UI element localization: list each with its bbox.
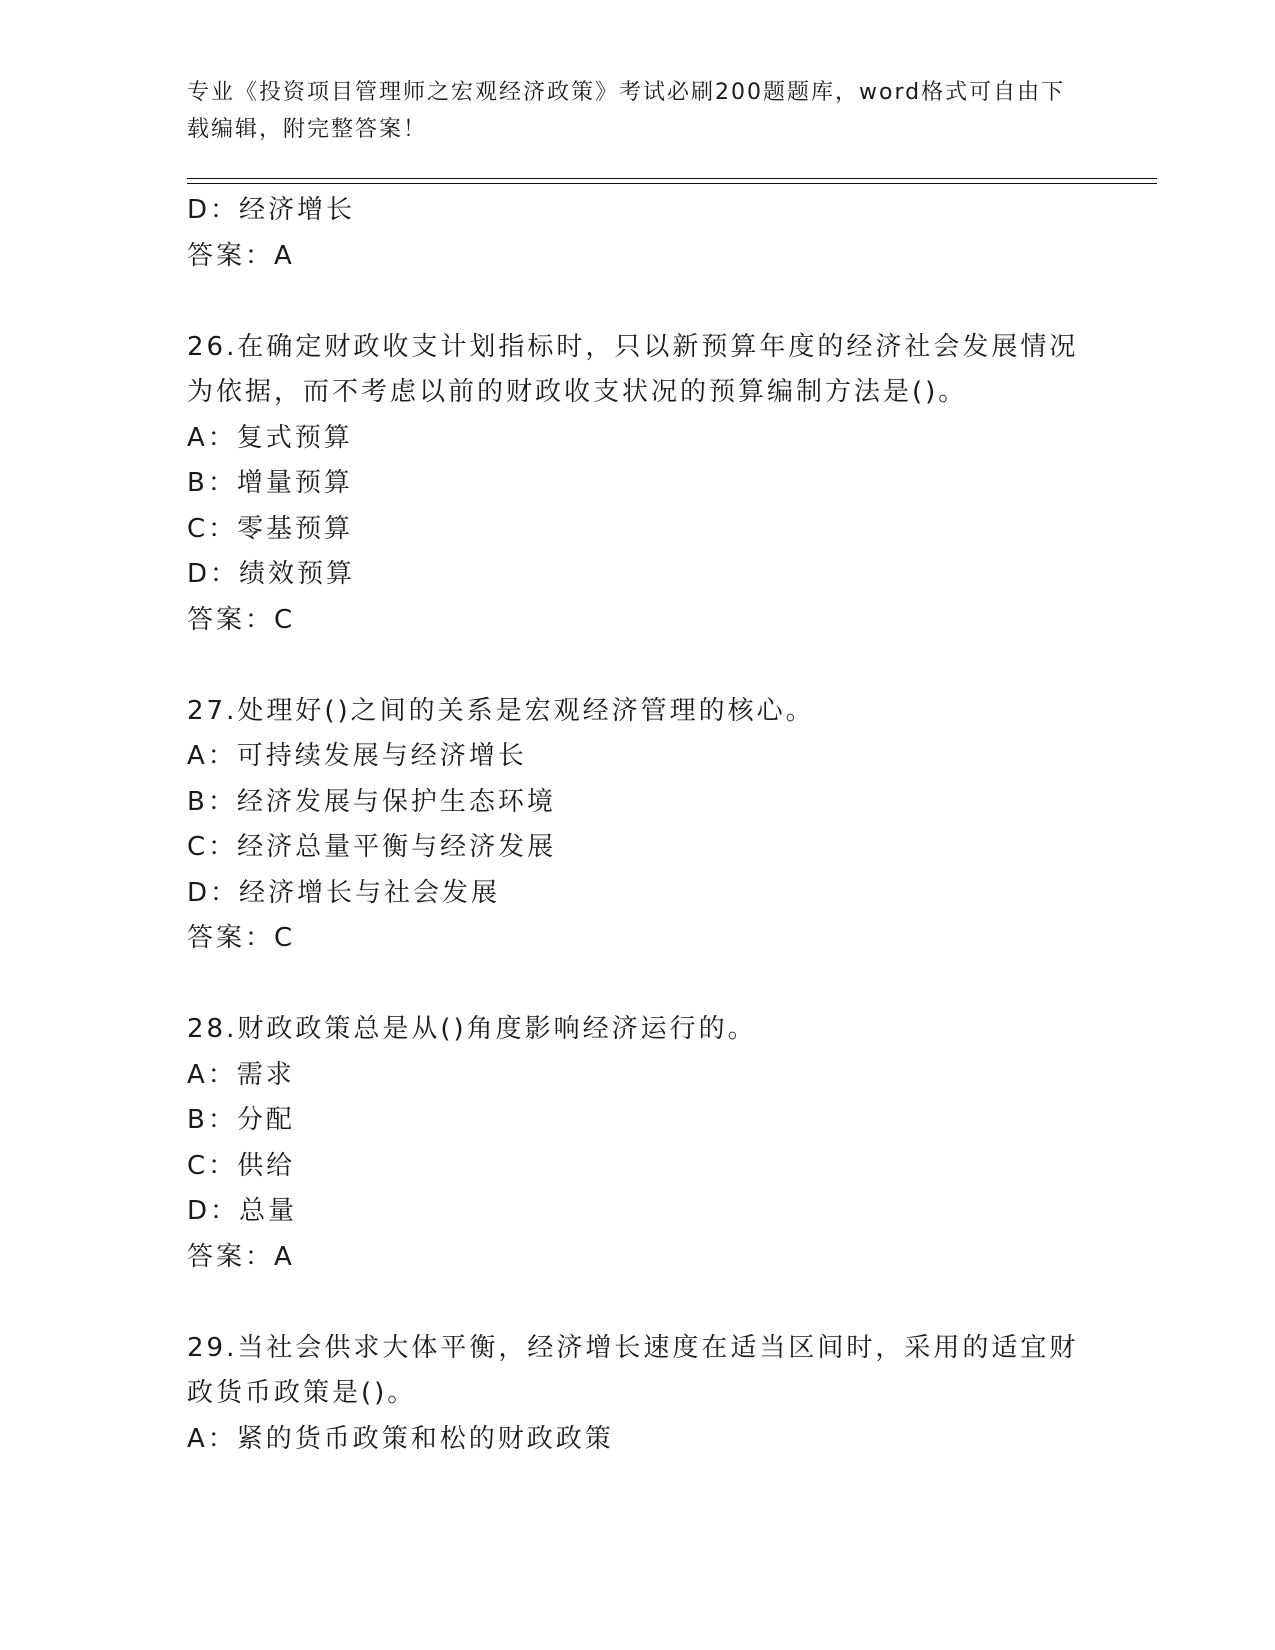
header-rule-bottom <box>187 183 1157 184</box>
question-27-answer: 答案：C <box>187 923 296 953</box>
question-27-option-d: D：经济增长与社会发展 <box>187 877 501 908</box>
spacer <box>187 1280 1107 1326</box>
question-27-option-b: B：经济发展与保护生态环境 <box>187 786 556 817</box>
answer: 答案：A <box>187 240 295 271</box>
question-28-option-b: B：分配 <box>187 1105 295 1135</box>
spacer <box>187 962 1107 1008</box>
question-28-text: 28.财政政策总是从()角度影响经济运行的。 <box>187 1014 757 1044</box>
question-28-option-c: C：供给 <box>187 1150 296 1181</box>
question-27-text: 27.处理好()之间的关系是宏观经济管理的核心。 <box>187 695 815 726</box>
option-d: D：经济增长 <box>187 195 356 225</box>
question-29-option-a: A：紧的货币政策和松的财政政策 <box>187 1423 614 1454</box>
question-26-answer: 答案：C <box>187 604 296 635</box>
spacer <box>187 279 1107 325</box>
question-28-option-a: A：需求 <box>187 1059 295 1090</box>
question-28-answer: 答案：A <box>187 1241 295 1272</box>
question-29-text: 29.当社会供求大体平衡，经济增长速度在适当区间时，采用的适宜财政货币政策是()。 <box>187 1332 1079 1408</box>
document-header: 专业《投资项目管理师之宏观经济政策》考试必刷200题题库，word格式可自由下载编辑，附完整答案！ <box>187 80 1066 142</box>
question-26-option-c: C：零基预算 <box>187 513 354 544</box>
header-rule-top <box>187 178 1157 179</box>
question-content <box>187 188 1107 1462</box>
question-27-option-a: A：可持续发展与经济增长 <box>187 741 527 771</box>
question-26-option-a: A：复式预算 <box>187 422 353 453</box>
question-26-text: 26.在确定财政收支计划指标时，只以新预算年度的经济社会发展情况为依据，而不考虑以前的财政收支状况的预算编制方法是()。 <box>187 331 1079 407</box>
question-26-option-b: B：增量预算 <box>187 468 353 498</box>
question-26-option-d: D：绩效预算 <box>187 559 356 589</box>
question-27-option-c: C：经济总量平衡与经济发展 <box>187 832 557 862</box>
question-28-option-d: D：总量 <box>187 1196 298 1226</box>
spacer <box>187 643 1107 689</box>
